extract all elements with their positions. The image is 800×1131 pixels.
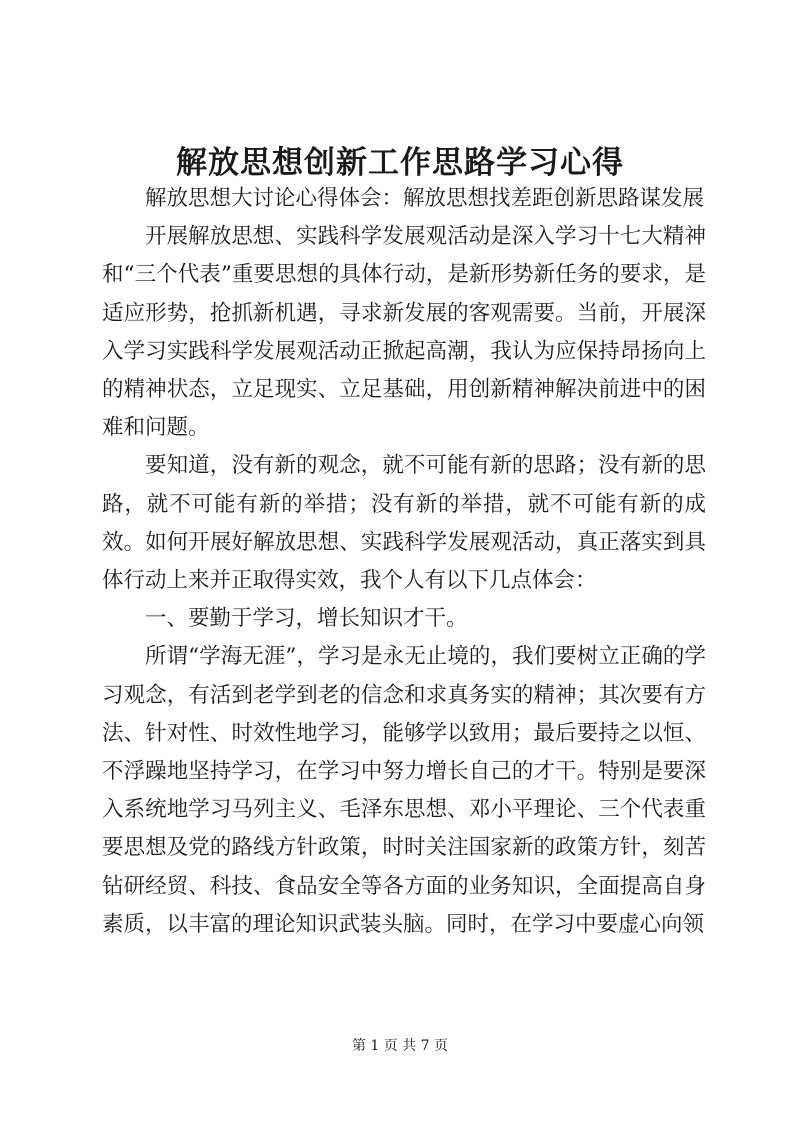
subtitle-paragraph: 解放思想大讨论心得体会：解放思想找差距创新思路谋发展 [145, 186, 705, 211]
page-footer: 第 1 页 共 7 页 [351, 1038, 449, 1054]
section-heading: 一、要勤于学习，增长知识才干。 [145, 606, 468, 632]
document-body [102, 180, 706, 944]
body-paragraph: 所谓“学海无涯”，学习是永无止境的，我们要树立正确的学习观念，有活到老学到老的信念和求真务实的精神；其次要有方法、针对性、时效性地学习，能够学以致用；最后要持之以恒、不浮躁地坚持学习，在学习中努力增长自己的才干。特别是要深入系统地学习马列主义、毛泽东思想、邓小平理论、三个代表重要思想及党的路线方针政策，时时关注国家新的政策方针，刻苦钻研经贸、科技、食品安全等各方面的业务知识，全面提高自身素质，以丰富的理论知识武装头脑。同时，在学习中要虚心向领 [102, 644, 706, 937]
document-title: 解放思想创新工作思路学习心得 [176, 145, 624, 181]
body-paragraph: 开展解放思想、实践科学发展观活动是深入学习十七大精神和“三个代表”重要思想的具体行动，是新形势新任务的要求，是适应形势，抢抓新机遇，寻求新发展的客观需要。当前，开展深入学习实践科学发展观活动正掀起高潮，我认为应保持昂扬向上的精神状态，立足现实、立足基础，用创新精神解决前进中的困难和问题。 [102, 224, 706, 441]
body-paragraph: 要知道，没有新的观念，就不可能有新的思路；没有新的思路，就不可能有新的举措；没有新的举措，就不可能有新的成效。如何开展好解放思想、实践科学发展观活动，真正落实到具体行动上来并正取得实效，我个人有以下几点体会： [102, 453, 706, 594]
